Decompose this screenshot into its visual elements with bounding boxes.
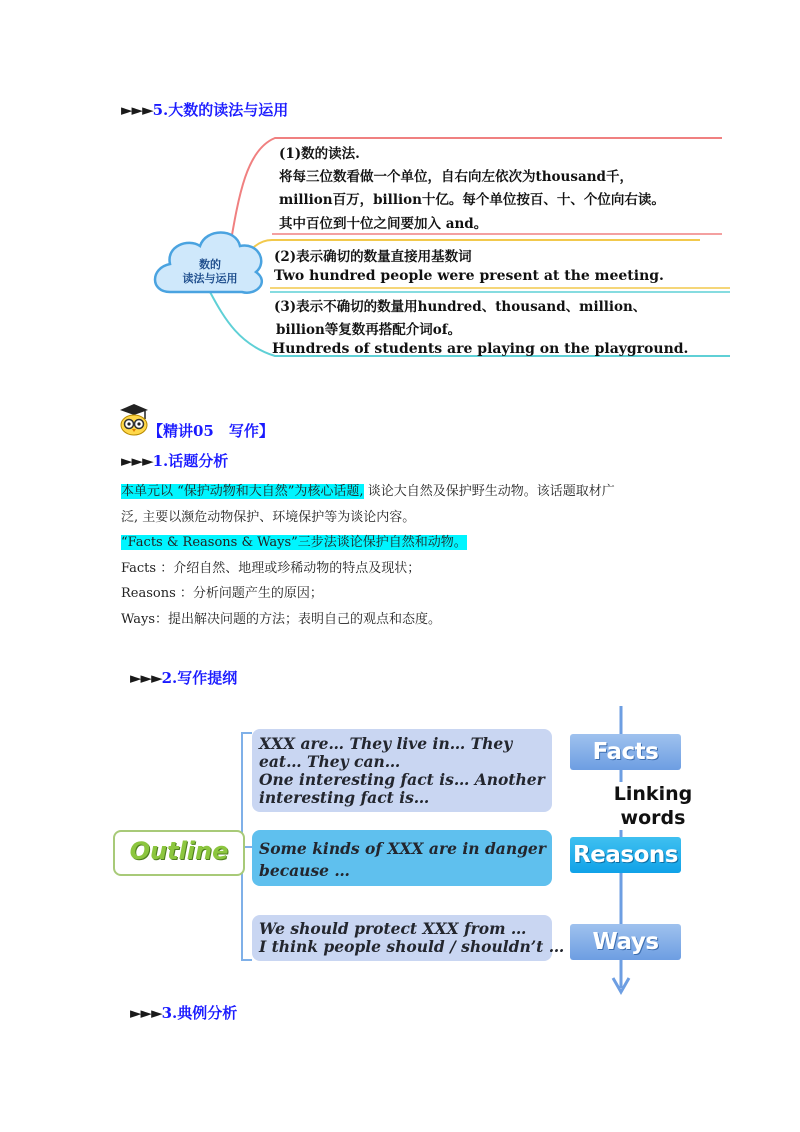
branch1-line3: 其中百位到十位之间要加入 and。	[279, 216, 488, 232]
branch1-line2: million百万，billion十亿。每个单位按百、十、个位向右读。	[279, 192, 665, 208]
outline-label: Outline	[129, 837, 229, 865]
topic-line3	[121, 531, 467, 550]
linking-line1: Linking	[613, 783, 693, 805]
ways-tag: Ways	[570, 924, 681, 960]
outline-label-box	[113, 830, 245, 876]
heading-text: 2.写作提纲	[161, 669, 238, 687]
reasons-tag: Reasons	[570, 837, 681, 873]
linking-line2: words	[620, 807, 686, 829]
center-line1: 数的	[199, 258, 221, 271]
facts-box-line1: eat… They can…	[259, 752, 401, 771]
owl-graduate-icon	[118, 402, 150, 436]
center-line2: 读法与运用	[182, 272, 238, 285]
facts-box-line0: XXX are… They live in… They	[259, 734, 513, 753]
heading-text: 5.大数的读法与运用	[152, 101, 289, 119]
ways-line: Ways：提出解决问题的方法；表明自己的观点和态度。	[121, 612, 441, 627]
branch3-line2: Hundreds of students are playing on the playground.	[272, 341, 689, 357]
branch2-line0: (2)表示确切的数量直接用基数词	[274, 249, 472, 265]
topic-line1-highlight: 本单元以 “保护动物和大自然”为核心话题,	[121, 484, 364, 499]
reasons-box-line0: Some kinds of XXX are in danger	[259, 839, 546, 858]
topic-line2: 泛, 主要以濒危动物保护、环境保护等为谈论内容。	[121, 510, 416, 525]
heading-arrows: ►►►	[130, 1004, 162, 1022]
branch3-line1: billion等复数再搭配介词of。	[276, 322, 462, 338]
reasons-box-line1: because …	[259, 861, 350, 880]
lecture-title: 【精讲05 写作】	[148, 422, 274, 440]
topic-line1	[121, 480, 615, 499]
facts-line: Facts ：介绍自然、地理或珍稀动物的特点及现状；	[121, 561, 421, 576]
mindmap-center-label	[165, 258, 255, 286]
branch1-line0: (1)数的读法.	[279, 146, 360, 162]
section-heading-3	[130, 1002, 237, 1023]
section-heading-1	[121, 450, 228, 471]
branch3-line0: (3)表示不确切的数量用hundred、thousand、million、	[274, 299, 647, 315]
ways-box-line0: We should protect XXX from …	[259, 919, 527, 938]
linking-words	[610, 782, 696, 830]
heading-text: 3.典例分析	[161, 1004, 238, 1022]
facts-box-line2: One interesting fact is… Another	[259, 770, 545, 789]
branch1-line1: 将每三位数看做一个单位，自右向左依次为thousand千，	[279, 169, 633, 185]
ways-box-line1: I think people should / shouldn’t …	[259, 937, 565, 956]
facts-box-line3: interesting fact is…	[259, 788, 430, 807]
heading-text: 1.话题分析	[152, 452, 229, 470]
heading-arrows: ►►►	[121, 101, 153, 119]
heading-arrows: ►►►	[130, 669, 162, 687]
branch2-line1: Two hundred people were present at the meeting.	[274, 268, 664, 284]
reasons-line: Reasons ：分析问题产生的原因；	[121, 586, 323, 601]
facts-tag: Facts	[570, 734, 681, 770]
section-heading-2	[130, 667, 237, 688]
topic-line1-rest: 谈论大自然及保护野生动物。该话题取材广	[363, 484, 615, 499]
heading-arrows: ►►►	[121, 452, 153, 470]
topic-line3-highlight: “Facts & Reasons & Ways”三步法谈论保护自然和动物。	[121, 535, 467, 550]
